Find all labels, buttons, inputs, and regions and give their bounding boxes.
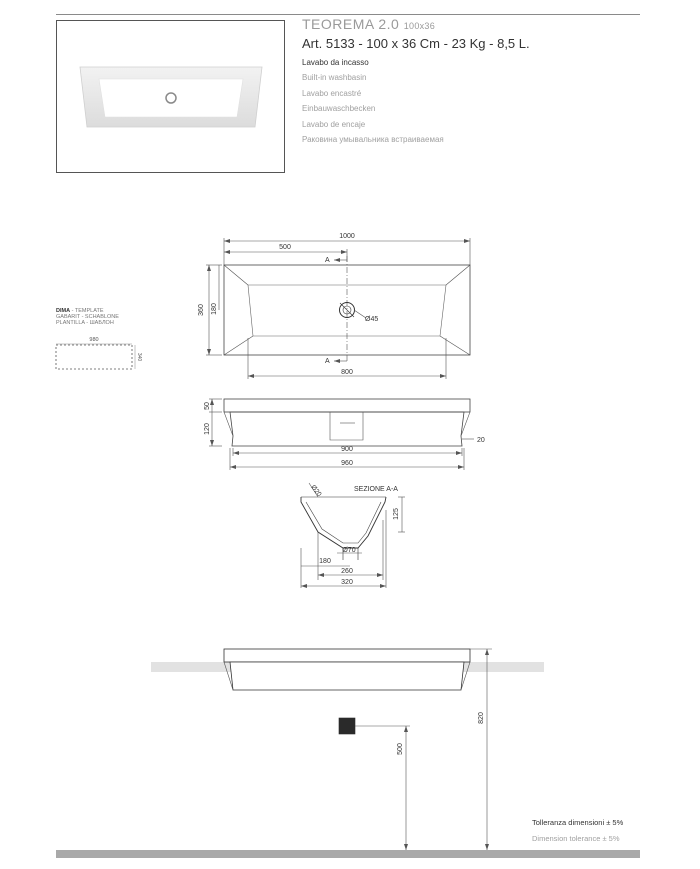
section-marker-top: A bbox=[325, 257, 330, 264]
top-drain-diameter: Ø45 bbox=[365, 316, 379, 323]
desc-german: Einbauwaschbecken bbox=[302, 104, 376, 113]
template-label: DIMA - TEMPLATE GABARIT - SCHABLONE PLANTILLA - ШАБЛОН bbox=[56, 308, 119, 326]
floor-bar bbox=[56, 850, 640, 858]
front-rim-height: 50 bbox=[204, 402, 211, 410]
template-label-line3: PLANTILLA - ШАБЛОН bbox=[56, 320, 114, 326]
tolerance-italian: Tolleranza dimensioni ± 5% bbox=[532, 818, 624, 827]
install-height-top: 820 bbox=[478, 712, 485, 724]
template-width-label: 980 bbox=[89, 337, 99, 343]
dimension-arrows bbox=[207, 239, 489, 850]
section-view bbox=[301, 483, 405, 588]
section-height: 125 bbox=[393, 508, 400, 520]
section-d260: 260 bbox=[341, 568, 353, 575]
template-height-label: 340 bbox=[136, 352, 142, 362]
template-label-main: DIMA bbox=[56, 308, 71, 314]
top-overall-width: 1000 bbox=[339, 233, 355, 240]
desc-russian: Раковина умывальника встраиваемая bbox=[302, 135, 444, 144]
front-base-width: 960 bbox=[341, 460, 353, 467]
front-offset: 20 bbox=[477, 437, 485, 444]
article-line: Art. 5133 - 100 x 36 Cm - 23 Kg - 8,5 L. bbox=[302, 36, 530, 51]
section-d180: 180 bbox=[319, 558, 331, 565]
top-depth: 360 bbox=[198, 304, 205, 316]
template-label-rest: TEMPLATE bbox=[74, 308, 104, 314]
section-title: SEZIONE A-A bbox=[354, 486, 398, 493]
section-d320: 320 bbox=[341, 579, 353, 586]
install-height-drain: 500 bbox=[397, 743, 404, 755]
desc-french: Lavabo encastré bbox=[302, 89, 362, 98]
installation-view bbox=[151, 649, 544, 850]
top-inner-depth: 180 bbox=[211, 303, 218, 315]
top-half-width: 500 bbox=[279, 244, 291, 251]
front-body-height: 120 bbox=[204, 423, 211, 435]
product-name: TEOREMA 2.0 bbox=[302, 16, 400, 32]
product-size-code: 100x36 bbox=[403, 21, 436, 31]
section-radius: Ø20 bbox=[309, 483, 323, 498]
desc-italian: Lavabo da incasso bbox=[302, 58, 369, 67]
top-inner-width: 800 bbox=[341, 369, 353, 376]
tolerance-english: Dimension tolerance ± 5% bbox=[532, 834, 620, 843]
desc-english: Built-in washbasin bbox=[302, 73, 367, 82]
section-drain: Ø70 bbox=[342, 547, 356, 554]
section-marker-bottom: A bbox=[325, 358, 330, 365]
desc-spanish: Lavabo de encaje bbox=[302, 120, 366, 129]
front-inner-width: 900 bbox=[341, 446, 353, 453]
template-label-line2: GABARIT - SCHABLONE bbox=[56, 314, 119, 320]
